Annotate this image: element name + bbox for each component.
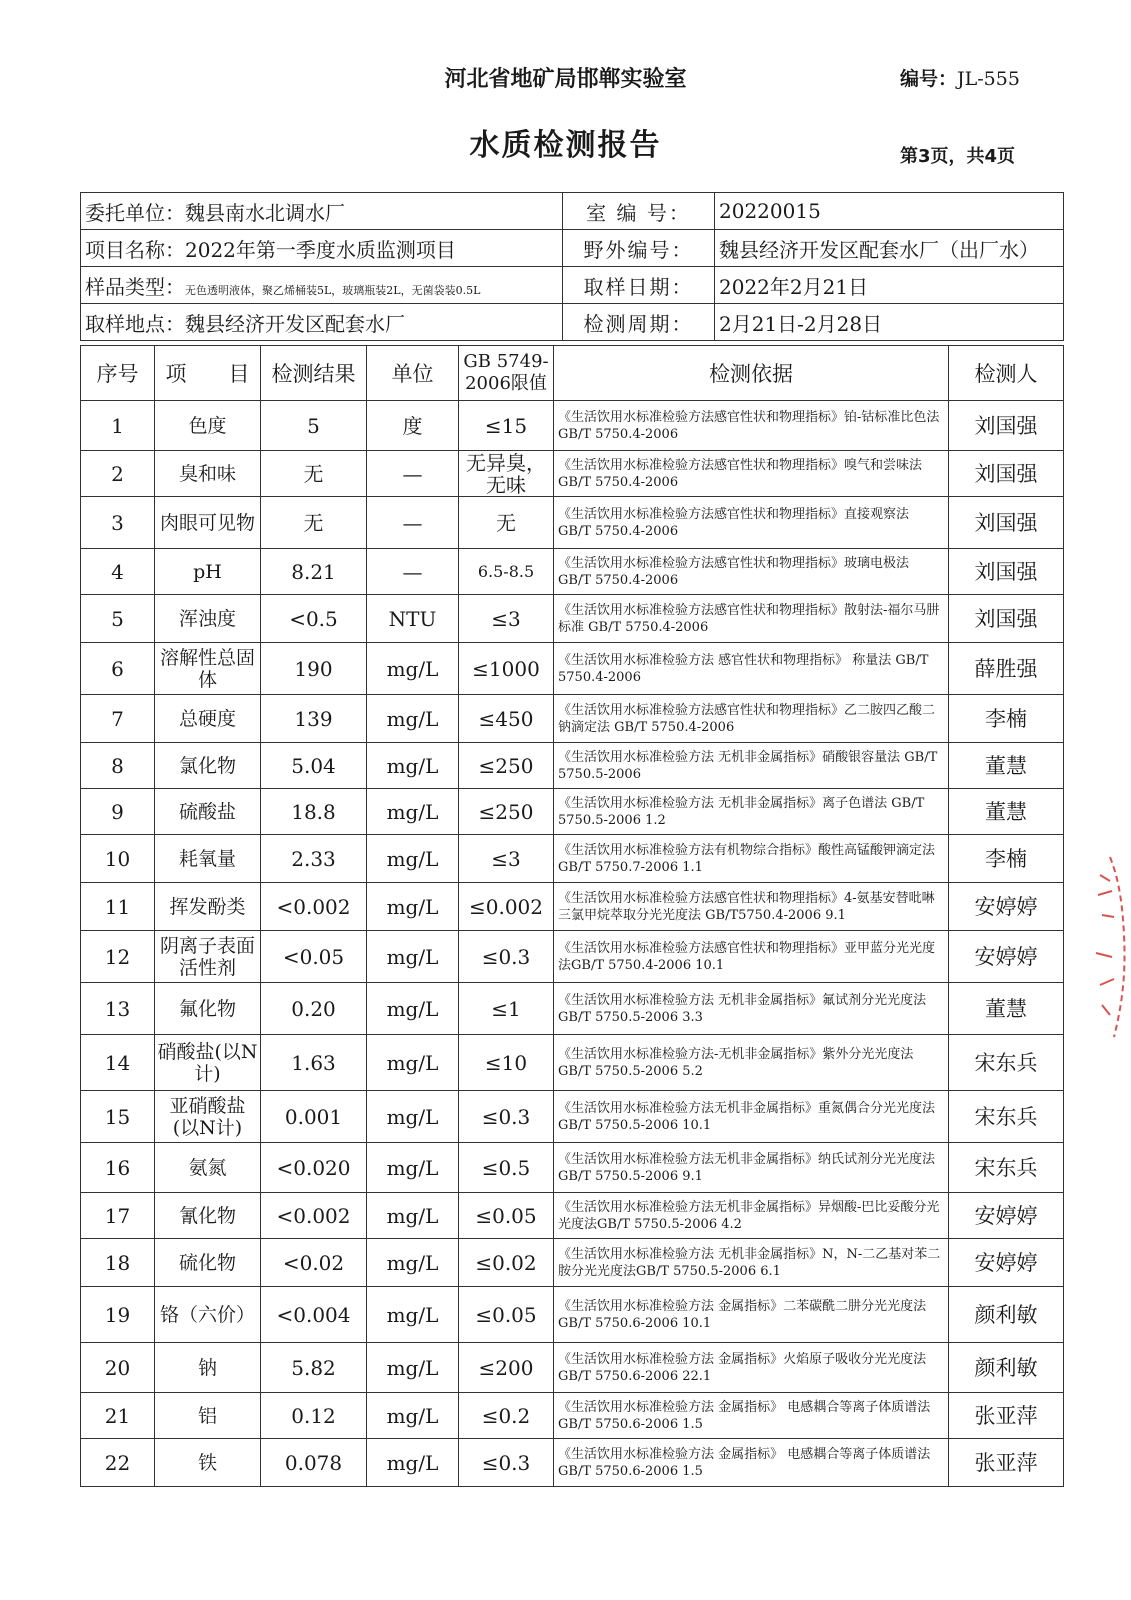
table-row	[81, 1035, 1064, 1091]
table-row	[81, 549, 1064, 595]
row-no: 12	[81, 931, 155, 983]
header-no: 序号	[81, 346, 155, 401]
row-no: 10	[81, 835, 155, 883]
row-result: 190	[261, 643, 367, 695]
row-basis: 《生活饮用水标准检验方法感官性状和物理指标》玻璃电极法 GB/T 5750.4-2006	[554, 549, 949, 595]
row-limit: 无异臭，无味	[459, 451, 554, 497]
row-no: 1	[81, 401, 155, 451]
row-person: 董慧	[949, 789, 1064, 835]
row-person: 刘国强	[949, 497, 1064, 549]
row-result: 2.33	[261, 835, 367, 883]
row-no: 3	[81, 497, 155, 549]
row-no: 20	[81, 1343, 155, 1393]
row-person: 李楠	[949, 695, 1064, 743]
table-row	[81, 451, 1064, 497]
info-row-project	[81, 230, 1064, 267]
row-limit: ≤3	[459, 595, 554, 643]
row-no: 11	[81, 883, 155, 931]
row-basis: 《生活饮用水标准检验方法感官性状和物理指标》亚甲蓝分光光度法GB/T 5750.4-2006 10.1	[554, 931, 949, 983]
table-row	[81, 595, 1064, 643]
row-item: 色度	[155, 401, 261, 451]
client-label: 委托单位：	[85, 200, 185, 225]
report-code	[900, 64, 1020, 91]
row-limit: ≤0.002	[459, 883, 554, 931]
row-item: 钠	[155, 1343, 261, 1393]
row-limit: ≤3	[459, 835, 554, 883]
row-unit: mg/L	[367, 931, 459, 983]
table-row	[81, 883, 1064, 931]
row-person: 安婷婷	[949, 1239, 1064, 1287]
row-item: 铁	[155, 1439, 261, 1487]
header-result: 检测结果	[261, 346, 367, 401]
row-basis: 《生活饮用水标准检验方法感官性状和物理指标》4-氨基安替吡啉三氯甲烷萃取分光光度法 GB/T5750.4-2006 9.1	[554, 883, 949, 931]
client-cell	[81, 193, 563, 230]
row-limit: ≤1	[459, 983, 554, 1035]
sample-type-value: 无色透明液体，聚乙烯桶装5L，玻璃瓶装2L，无菌袋装0.5L	[185, 283, 481, 297]
row-person: 刘国强	[949, 401, 1064, 451]
row-no: 19	[81, 1287, 155, 1343]
table-row	[81, 1091, 1064, 1143]
row-unit: 度	[367, 401, 459, 451]
row-no: 8	[81, 743, 155, 789]
row-basis: 《生活饮用水标准检验方法 无机非金属指标》氟试剂分光光度法GB/T 5750.5-2006 3.3	[554, 983, 949, 1035]
row-unit: —	[367, 497, 459, 549]
row-result: <0.05	[261, 931, 367, 983]
sample-type-cell	[81, 267, 563, 304]
row-limit: ≤0.05	[459, 1193, 554, 1239]
row-unit: mg/L	[367, 1287, 459, 1343]
row-result: <0.020	[261, 1143, 367, 1193]
row-unit: mg/L	[367, 1193, 459, 1239]
table-row	[81, 1143, 1064, 1193]
row-limit: ≤1000	[459, 643, 554, 695]
report-code-label: 编号：	[900, 68, 958, 90]
row-limit: ≤250	[459, 789, 554, 835]
row-item: 氟化物	[155, 983, 261, 1035]
row-unit: mg/L	[367, 1439, 459, 1487]
row-person: 刘国强	[949, 595, 1064, 643]
row-limit: ≤450	[459, 695, 554, 743]
row-unit: mg/L	[367, 1239, 459, 1287]
row-basis: 《生活饮用水标准检验方法 无机非金属指标》硝酸银容量法 GB/T 5750.5-2006	[554, 743, 949, 789]
row-no: 21	[81, 1393, 155, 1439]
row-result: <0.002	[261, 883, 367, 931]
row-no: 9	[81, 789, 155, 835]
row-item: 阴离子表面活性剂	[155, 931, 261, 983]
project-cell	[81, 230, 563, 267]
row-unit: mg/L	[367, 883, 459, 931]
table-row	[81, 401, 1064, 451]
row-result: <0.02	[261, 1239, 367, 1287]
table-row	[81, 1287, 1064, 1343]
row-item: 肉眼可见物	[155, 497, 261, 549]
header-basis: 检测依据	[554, 346, 949, 401]
period-value: 2月21日-2月28日	[715, 304, 1064, 341]
date-value: 2022年2月21日	[715, 267, 1064, 304]
row-person: 张亚萍	[949, 1393, 1064, 1439]
row-result: 0.12	[261, 1393, 367, 1439]
table-row	[81, 695, 1064, 743]
row-basis: 《生活饮用水标准检验方法无机非金属指标》异烟酸-巴比妥酸分光光度法GB/T 5750.5-2006 4.2	[554, 1193, 949, 1239]
row-item: 挥发酚类	[155, 883, 261, 931]
report-code-value: JL-555	[957, 68, 1020, 90]
row-no: 6	[81, 643, 155, 695]
lab-name: 河北省地矿局邯郸实验室	[444, 67, 687, 92]
row-no: 14	[81, 1035, 155, 1091]
row-unit: mg/L	[367, 1343, 459, 1393]
row-item: 耗氧量	[155, 835, 261, 883]
row-item: 总硬度	[155, 695, 261, 743]
row-item: 铬（六价）	[155, 1287, 261, 1343]
row-result: <0.004	[261, 1287, 367, 1343]
row-unit: —	[367, 549, 459, 595]
row-result: 8.21	[261, 549, 367, 595]
row-person: 颜利敏	[949, 1343, 1064, 1393]
row-item: pH	[155, 549, 261, 595]
row-limit: ≤0.3	[459, 931, 554, 983]
row-unit: mg/L	[367, 743, 459, 789]
row-person: 宋东兵	[949, 1143, 1064, 1193]
field-value: 魏县经济开发区配套水厂（出厂水）	[715, 230, 1064, 267]
location-value: 魏县经济开发区配套水厂	[185, 311, 405, 336]
row-item: 铝	[155, 1393, 261, 1439]
row-person: 安婷婷	[949, 931, 1064, 983]
row-item: 硝酸盐(以N计)	[155, 1035, 261, 1091]
row-result: 5.82	[261, 1343, 367, 1393]
row-unit: mg/L	[367, 643, 459, 695]
row-result: 5	[261, 401, 367, 451]
row-unit: mg/L	[367, 695, 459, 743]
row-basis: 《生活饮用水标准检验方法有机物综合指标》酸性高锰酸钾滴定法 GB/T 5750.7-2006 1.1	[554, 835, 949, 883]
row-no: 16	[81, 1143, 155, 1193]
row-basis: 《生活饮用水标准检验方法 金属指标》 电感耦合等离子体质谱法 GB/T 5750.6-2006 1.5	[554, 1439, 949, 1487]
row-basis: 《生活饮用水标准检验方法感官性状和物理指标》散射法-福尔马肼标准 GB/T 5750.4-2006	[554, 595, 949, 643]
row-item: 亚硝酸盐(以N计)	[155, 1091, 261, 1143]
row-no: 17	[81, 1193, 155, 1239]
row-result: 0.001	[261, 1091, 367, 1143]
row-limit: ≤0.02	[459, 1239, 554, 1287]
row-item: 硫化物	[155, 1239, 261, 1287]
location-label: 取样地点：	[85, 311, 185, 336]
row-person: 张亚萍	[949, 1439, 1064, 1487]
row-result: <0.5	[261, 595, 367, 643]
page-number: 第3页，共4页	[900, 146, 1016, 167]
info-row-location	[81, 304, 1064, 341]
row-item: 硫酸盐	[155, 789, 261, 835]
header-limit: GB 5749-2006限值	[459, 346, 554, 401]
row-person: 宋东兵	[949, 1091, 1064, 1143]
table-row	[81, 497, 1064, 549]
row-person: 安婷婷	[949, 1193, 1064, 1239]
table-row	[81, 789, 1064, 835]
date-label: 取样日期：	[563, 267, 715, 304]
table-row	[81, 931, 1064, 983]
room-label: 室 编 号：	[563, 193, 715, 230]
table-row	[81, 1193, 1064, 1239]
table-row	[81, 1239, 1064, 1287]
table-row	[81, 1343, 1064, 1393]
table-row	[81, 983, 1064, 1035]
row-no: 13	[81, 983, 155, 1035]
row-item: 氨氮	[155, 1143, 261, 1193]
row-limit: ≤0.3	[459, 1439, 554, 1487]
row-unit: mg/L	[367, 1035, 459, 1091]
table-row	[81, 1393, 1064, 1439]
row-person: 宋东兵	[949, 1035, 1064, 1091]
row-item: 氰化物	[155, 1193, 261, 1239]
row-unit: mg/L	[367, 983, 459, 1035]
row-no: 4	[81, 549, 155, 595]
row-item: 臭和味	[155, 451, 261, 497]
results-table	[80, 345, 1064, 1487]
row-result: <0.002	[261, 1193, 367, 1239]
row-item: 溶解性总固体	[155, 643, 261, 695]
row-basis: 《生活饮用水标准检验方法感官性状和物理指标》铂-钴标准比色法 GB/T 5750.4-2006	[554, 401, 949, 451]
row-basis: 《生活饮用水标准检验方法 金属指标》二苯碳酰二肼分光光度法GB/T 5750.6-2006 10.1	[554, 1287, 949, 1343]
row-basis: 《生活饮用水标准检验方法 无机非金属指标》N，N-二乙基对苯二胺分光光度法GB/T 5750.5-2006 6.1	[554, 1239, 949, 1287]
sample-type-label: 样品类型：	[85, 274, 185, 299]
row-result: 1.63	[261, 1035, 367, 1091]
red-stamp-fragment	[1092, 855, 1131, 1040]
row-no: 22	[81, 1439, 155, 1487]
row-result: 0.078	[261, 1439, 367, 1487]
row-result: 无	[261, 451, 367, 497]
row-no: 15	[81, 1091, 155, 1143]
row-limit: ≤0.05	[459, 1287, 554, 1343]
info-row-client	[81, 193, 1064, 230]
row-limit: ≤250	[459, 743, 554, 789]
row-person: 颜利敏	[949, 1287, 1064, 1343]
row-limit: 6.5-8.5	[459, 549, 554, 595]
row-person: 刘国强	[949, 549, 1064, 595]
table-row	[81, 1439, 1064, 1487]
row-basis: 《生活饮用水标准检验方法感官性状和物理指标》乙二胺四乙酸二钠滴定法 GB/T 5750.4-2006	[554, 695, 949, 743]
row-basis: 《生活饮用水标准检验方法感官性状和物理指标》直接观察法 GB/T 5750.4-2006	[554, 497, 949, 549]
row-person: 董慧	[949, 983, 1064, 1035]
info-row-sample	[81, 267, 1064, 304]
row-person: 董慧	[949, 743, 1064, 789]
row-person: 李楠	[949, 835, 1064, 883]
row-basis: 《生活饮用水标准检验方法无机非金属指标》纳氏试剂分光光度法GB/T 5750.5-2006 9.1	[554, 1143, 949, 1193]
row-result: 0.20	[261, 983, 367, 1035]
field-label: 野外编号：	[563, 230, 715, 267]
row-unit: NTU	[367, 595, 459, 643]
row-unit: mg/L	[367, 1091, 459, 1143]
room-value: 20220015	[715, 193, 1064, 230]
row-limit: ≤200	[459, 1343, 554, 1393]
row-limit: ≤10	[459, 1035, 554, 1091]
row-unit: mg/L	[367, 1143, 459, 1193]
row-no: 18	[81, 1239, 155, 1287]
header-person: 检测人	[949, 346, 1064, 401]
row-item: 浑浊度	[155, 595, 261, 643]
row-limit: ≤15	[459, 401, 554, 451]
info-table	[80, 192, 1064, 341]
row-basis: 《生活饮用水标准检验方法-无机非金属指标》紫外分光光度法GB/T 5750.5-2006 5.2	[554, 1035, 949, 1091]
row-basis: 《生活饮用水标准检验方法感官性状和物理指标》嗅气和尝味法 GB/T 5750.4-2006	[554, 451, 949, 497]
row-unit: mg/L	[367, 1393, 459, 1439]
results-header-row	[81, 346, 1064, 401]
row-basis: 《生活饮用水标准检验方法 金属指标》 电感耦合等离子体质谱法 GB/T 5750.6-2006 1.5	[554, 1393, 949, 1439]
row-unit: mg/L	[367, 835, 459, 883]
row-unit: —	[367, 451, 459, 497]
row-limit: 无	[459, 497, 554, 549]
row-no: 7	[81, 695, 155, 743]
row-limit: ≤0.5	[459, 1143, 554, 1193]
row-result: 无	[261, 497, 367, 549]
header-item: 项 目	[155, 346, 261, 401]
row-limit: ≤0.3	[459, 1091, 554, 1143]
report-title: 水质检测报告	[469, 128, 662, 163]
row-person: 薛胜强	[949, 643, 1064, 695]
row-basis: 《生活饮用水标准检验方法 金属指标》火焰原子吸收分光光度法GB/T 5750.6-2006 22.1	[554, 1343, 949, 1393]
row-no: 5	[81, 595, 155, 643]
row-limit: ≤0.2	[459, 1393, 554, 1439]
project-value: 2022年第一季度水质监测项目	[185, 237, 456, 262]
row-basis: 《生活饮用水标准检验方法无机非金属指标》重氮偶合分光光度法GB/T 5750.5-2006 10.1	[554, 1091, 949, 1143]
table-row	[81, 743, 1064, 789]
row-unit: mg/L	[367, 789, 459, 835]
row-person: 安婷婷	[949, 883, 1064, 931]
row-basis: 《生活饮用水标准检验方法 感官性状和物理指标》 称量法 GB/T 5750.4-2006	[554, 643, 949, 695]
row-person: 刘国强	[949, 451, 1064, 497]
row-item: 氯化物	[155, 743, 261, 789]
table-row	[81, 835, 1064, 883]
table-row	[81, 643, 1064, 695]
header-unit: 单位	[367, 346, 459, 401]
row-basis: 《生活饮用水标准检验方法 无机非金属指标》离子色谱法 GB/T 5750.5-2006 1.2	[554, 789, 949, 835]
row-no: 2	[81, 451, 155, 497]
period-label: 检测周期：	[563, 304, 715, 341]
row-result: 139	[261, 695, 367, 743]
row-result: 5.04	[261, 743, 367, 789]
row-result: 18.8	[261, 789, 367, 835]
location-cell	[81, 304, 563, 341]
project-label: 项目名称：	[85, 237, 185, 262]
client-value: 魏县南水北调水厂	[185, 200, 345, 225]
